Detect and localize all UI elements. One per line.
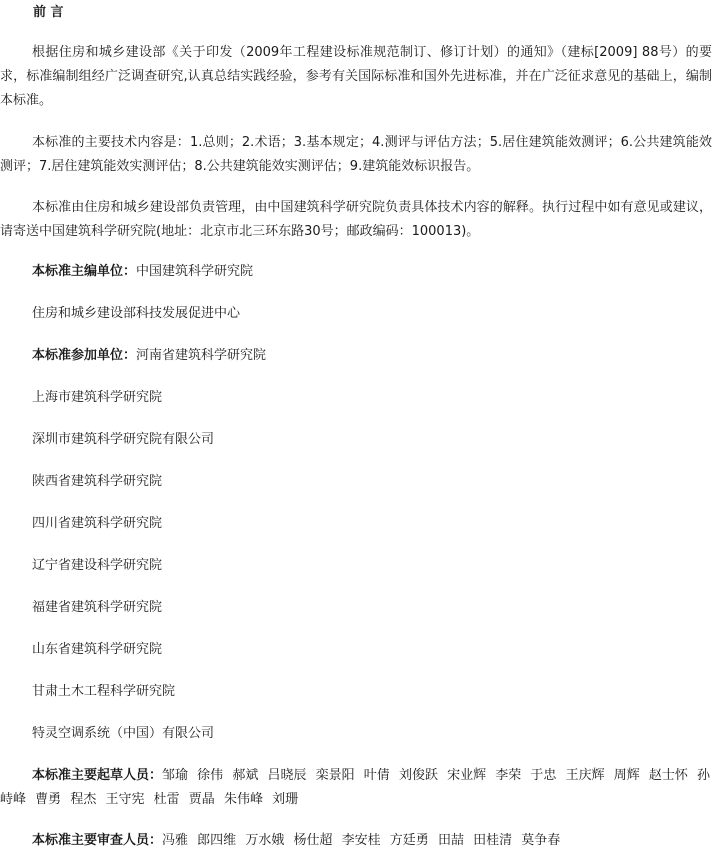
drafter-name: 刘俊跃 [398, 768, 438, 783]
reviewer-name: 杨仕超 [293, 833, 333, 848]
drafter-name: 叶倩 [363, 768, 390, 783]
reviewers-names [162, 833, 565, 848]
participating-unit-label: 本标准参加单位： [32, 348, 137, 363]
reviewer-name: 李安桂 [341, 833, 381, 848]
drafter-name: 王守宪 [105, 792, 145, 807]
participating-unit: 深圳市建筑科学研究院有限公司 [32, 432, 215, 447]
paragraph-basis: 根据住房和城乡建设部《关于印发（2009年工程建设标准规范制订、修订计划）的通知》（建标[2009] 88号）的要求，标准编制组经广泛调查研究,认真总结实践经验，参考有关国际标准和国外先进标准，并在广泛征求意见的基础上，编制本标准。 [0, 45, 712, 108]
chief-unit-value: 中国建筑科学研究院 [136, 264, 254, 279]
reviewer-name: 莫争春 [521, 833, 561, 848]
participating-unit: 四川省建筑科学研究院 [32, 516, 163, 531]
reviewers-label: 本标准主要审查人员： [32, 833, 163, 848]
participating-unit: 山东省建筑科学研究院 [32, 642, 163, 657]
drafter-name: 刘珊 [272, 792, 299, 807]
participating-unit-line [32, 346, 266, 366]
reviewers-block [0, 829, 716, 853]
drafter-name: 邹瑜 [162, 768, 189, 783]
drafters-block [0, 764, 716, 812]
drafter-name: 王庆辉 [565, 768, 605, 783]
chief-unit-line [32, 262, 253, 282]
paragraph-management: 本标准由住房和城乡建设部负责管理，由中国建筑科学研究院负责具体技术内容的解释。执行过程中如有意见或建议，请寄送中国建筑科学研究院(地址：北京市北三环东路30号；邮政编码：100013)。 [0, 200, 712, 239]
drafter-name: 杜雷 [153, 792, 180, 807]
participating-unit-first: 河南省建筑科学研究院 [136, 348, 267, 363]
chief-unit-extra: 住房和城乡建设部科技发展促进中心 [32, 306, 241, 321]
drafter-name: 周辉 [613, 768, 640, 783]
participating-unit: 上海市建筑科学研究院 [32, 390, 163, 405]
reviewer-name: 田桂清 [473, 833, 513, 848]
drafter-name: 程杰 [70, 792, 97, 807]
participating-unit: 特灵空调系统（中国）有限公司 [32, 726, 215, 741]
participating-unit: 甘肃土木工程科学研究院 [32, 684, 176, 699]
drafter-name: 郝斌 [232, 768, 259, 783]
paragraph-main-content: 本标准的主要技术内容是：1.总则；2.术语；3.基本规定；4.测评与评估方法；5.居住建筑能效测评；6.公共建筑能效测评；7.居住建筑能效实测评估；8.公共建筑能效实测评估；9.建筑能效标识报告。 [0, 135, 712, 174]
drafter-name: 宋业辉 [447, 768, 487, 783]
drafter-name: 栾景阳 [315, 768, 355, 783]
drafter-name: 徐伟 [197, 768, 224, 783]
drafter-name: 朱伟峰 [223, 792, 263, 807]
reviewer-name: 方廷勇 [389, 833, 429, 848]
drafter-name: 于忠 [530, 768, 557, 783]
section-title: 前 言 [33, 5, 64, 20]
drafter-name: 曹勇 [35, 792, 62, 807]
drafter-name: 孙峙峰 [0, 768, 711, 807]
drafter-name: 李荣 [495, 768, 522, 783]
reviewer-name: 郎四维 [197, 833, 237, 848]
reviewer-name: 冯雅 [162, 833, 189, 848]
drafter-name: 贾晶 [188, 792, 215, 807]
participating-unit: 陕西省建筑科学研究院 [32, 474, 163, 489]
drafter-name: 赵士怀 [648, 768, 688, 783]
drafters-label: 本标准主要起草人员： [32, 768, 163, 783]
reviewer-name: 万水娥 [245, 833, 285, 848]
chief-unit-label: 本标准主编单位： [32, 264, 137, 279]
participating-unit: 辽宁省建设科学研究院 [32, 558, 163, 573]
participating-unit: 福建省建筑科学研究院 [32, 600, 163, 615]
reviewer-name: 田喆 [437, 833, 464, 848]
drafter-name: 吕晓辰 [267, 768, 307, 783]
